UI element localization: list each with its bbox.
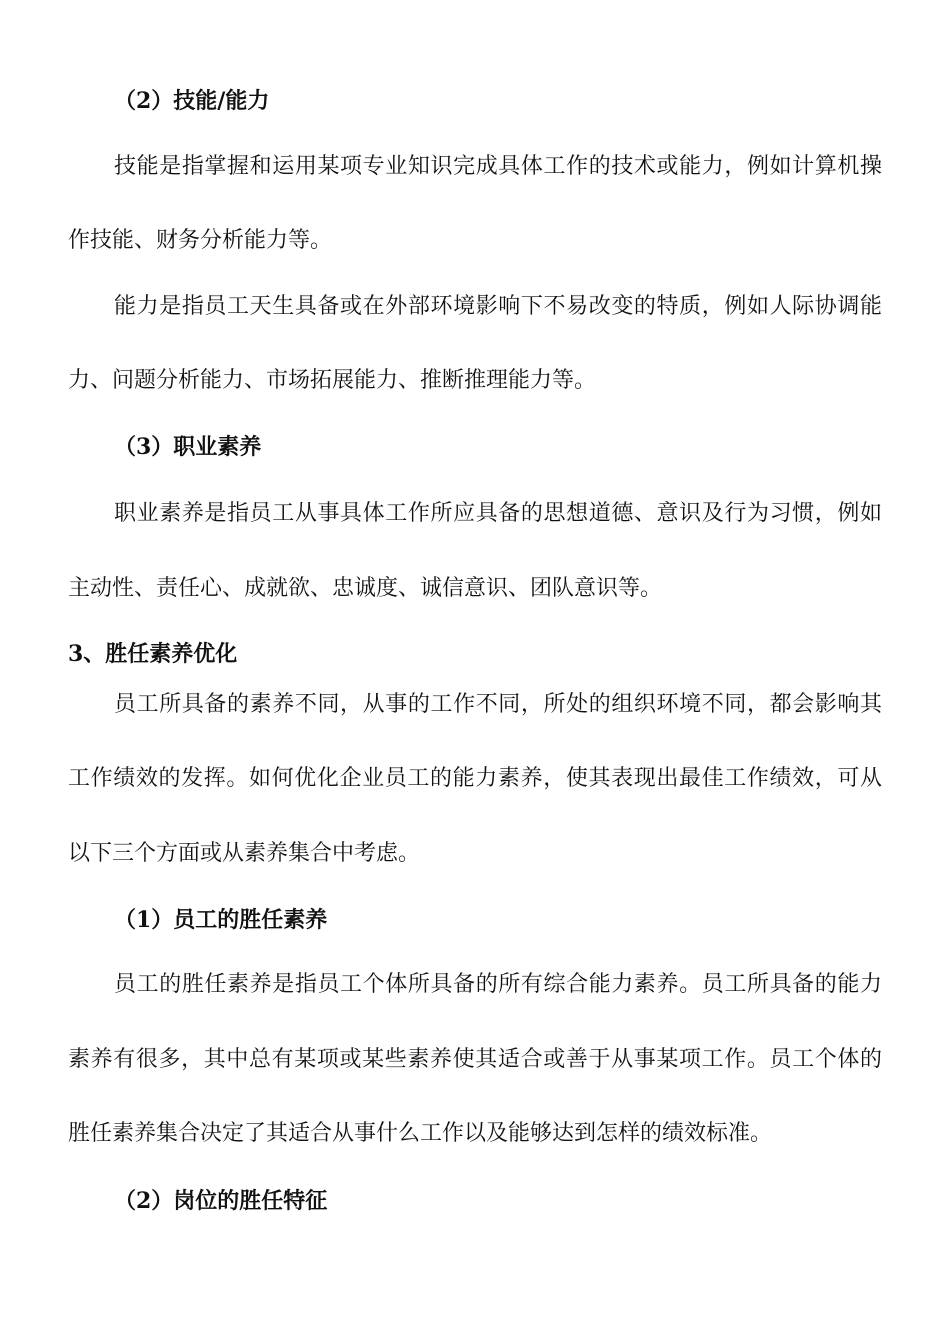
paragraph-professional-line-2: 主动性、责任心、成就欲、忠诚度、诚信意识、团队意识等。 [68, 576, 663, 601]
heading-employee-competency: （1）员工的胜任素养 [114, 907, 328, 933]
paragraph-optimization-line-3: 以下三个方面或从素养集合中考虑。 [68, 841, 421, 866]
heading-competency-optimization: 3、胜任素养优化 [68, 641, 238, 667]
paragraph-professional-line-1: 职业素养是指员工从事具体工作所应具备的思想道德、意识及行为习惯，例如 [114, 501, 882, 526]
paragraph-ability-line-2: 力、问题分析能力、市场拓展能力、推断推理能力等。 [68, 368, 597, 393]
paragraph-skill-line-1: 技能是指掌握和运用某项专业知识完成具体工作的技术或能力，例如计算机操 [114, 154, 882, 179]
paragraph-skill-line-2: 作技能、财务分析能力等。 [68, 228, 333, 253]
heading-skill-ability: （2）技能/能力 [114, 88, 270, 114]
heading-position-competency: （2）岗位的胜任特征 [114, 1188, 328, 1214]
heading-professional-quality: （3）职业素养 [114, 434, 262, 460]
paragraph-ability-line-1: 能力是指员工天生具备或在外部环境影响下不易改变的特质，例如人际协调能 [114, 294, 882, 319]
paragraph-employee-line-1: 员工的胜任素养是指员工个体所具备的所有综合能力素养。员工所具备的能力 [114, 972, 882, 997]
paragraph-employee-line-2: 素养有很多，其中总有某项或某些素养使其适合或善于从事某项工作。员工个体的 [68, 1047, 882, 1072]
paragraph-optimization-line-1: 员工所具备的素养不同，从事的工作不同，所处的组织环境不同，都会影响其 [114, 692, 882, 717]
paragraph-optimization-line-2: 工作绩效的发挥。如何优化企业员工的能力素养，使其表现出最佳工作绩效，可从 [68, 766, 882, 791]
paragraph-employee-line-3: 胜任素养集合决定了其适合从事什么工作以及能够达到怎样的绩效标准。 [68, 1121, 773, 1146]
